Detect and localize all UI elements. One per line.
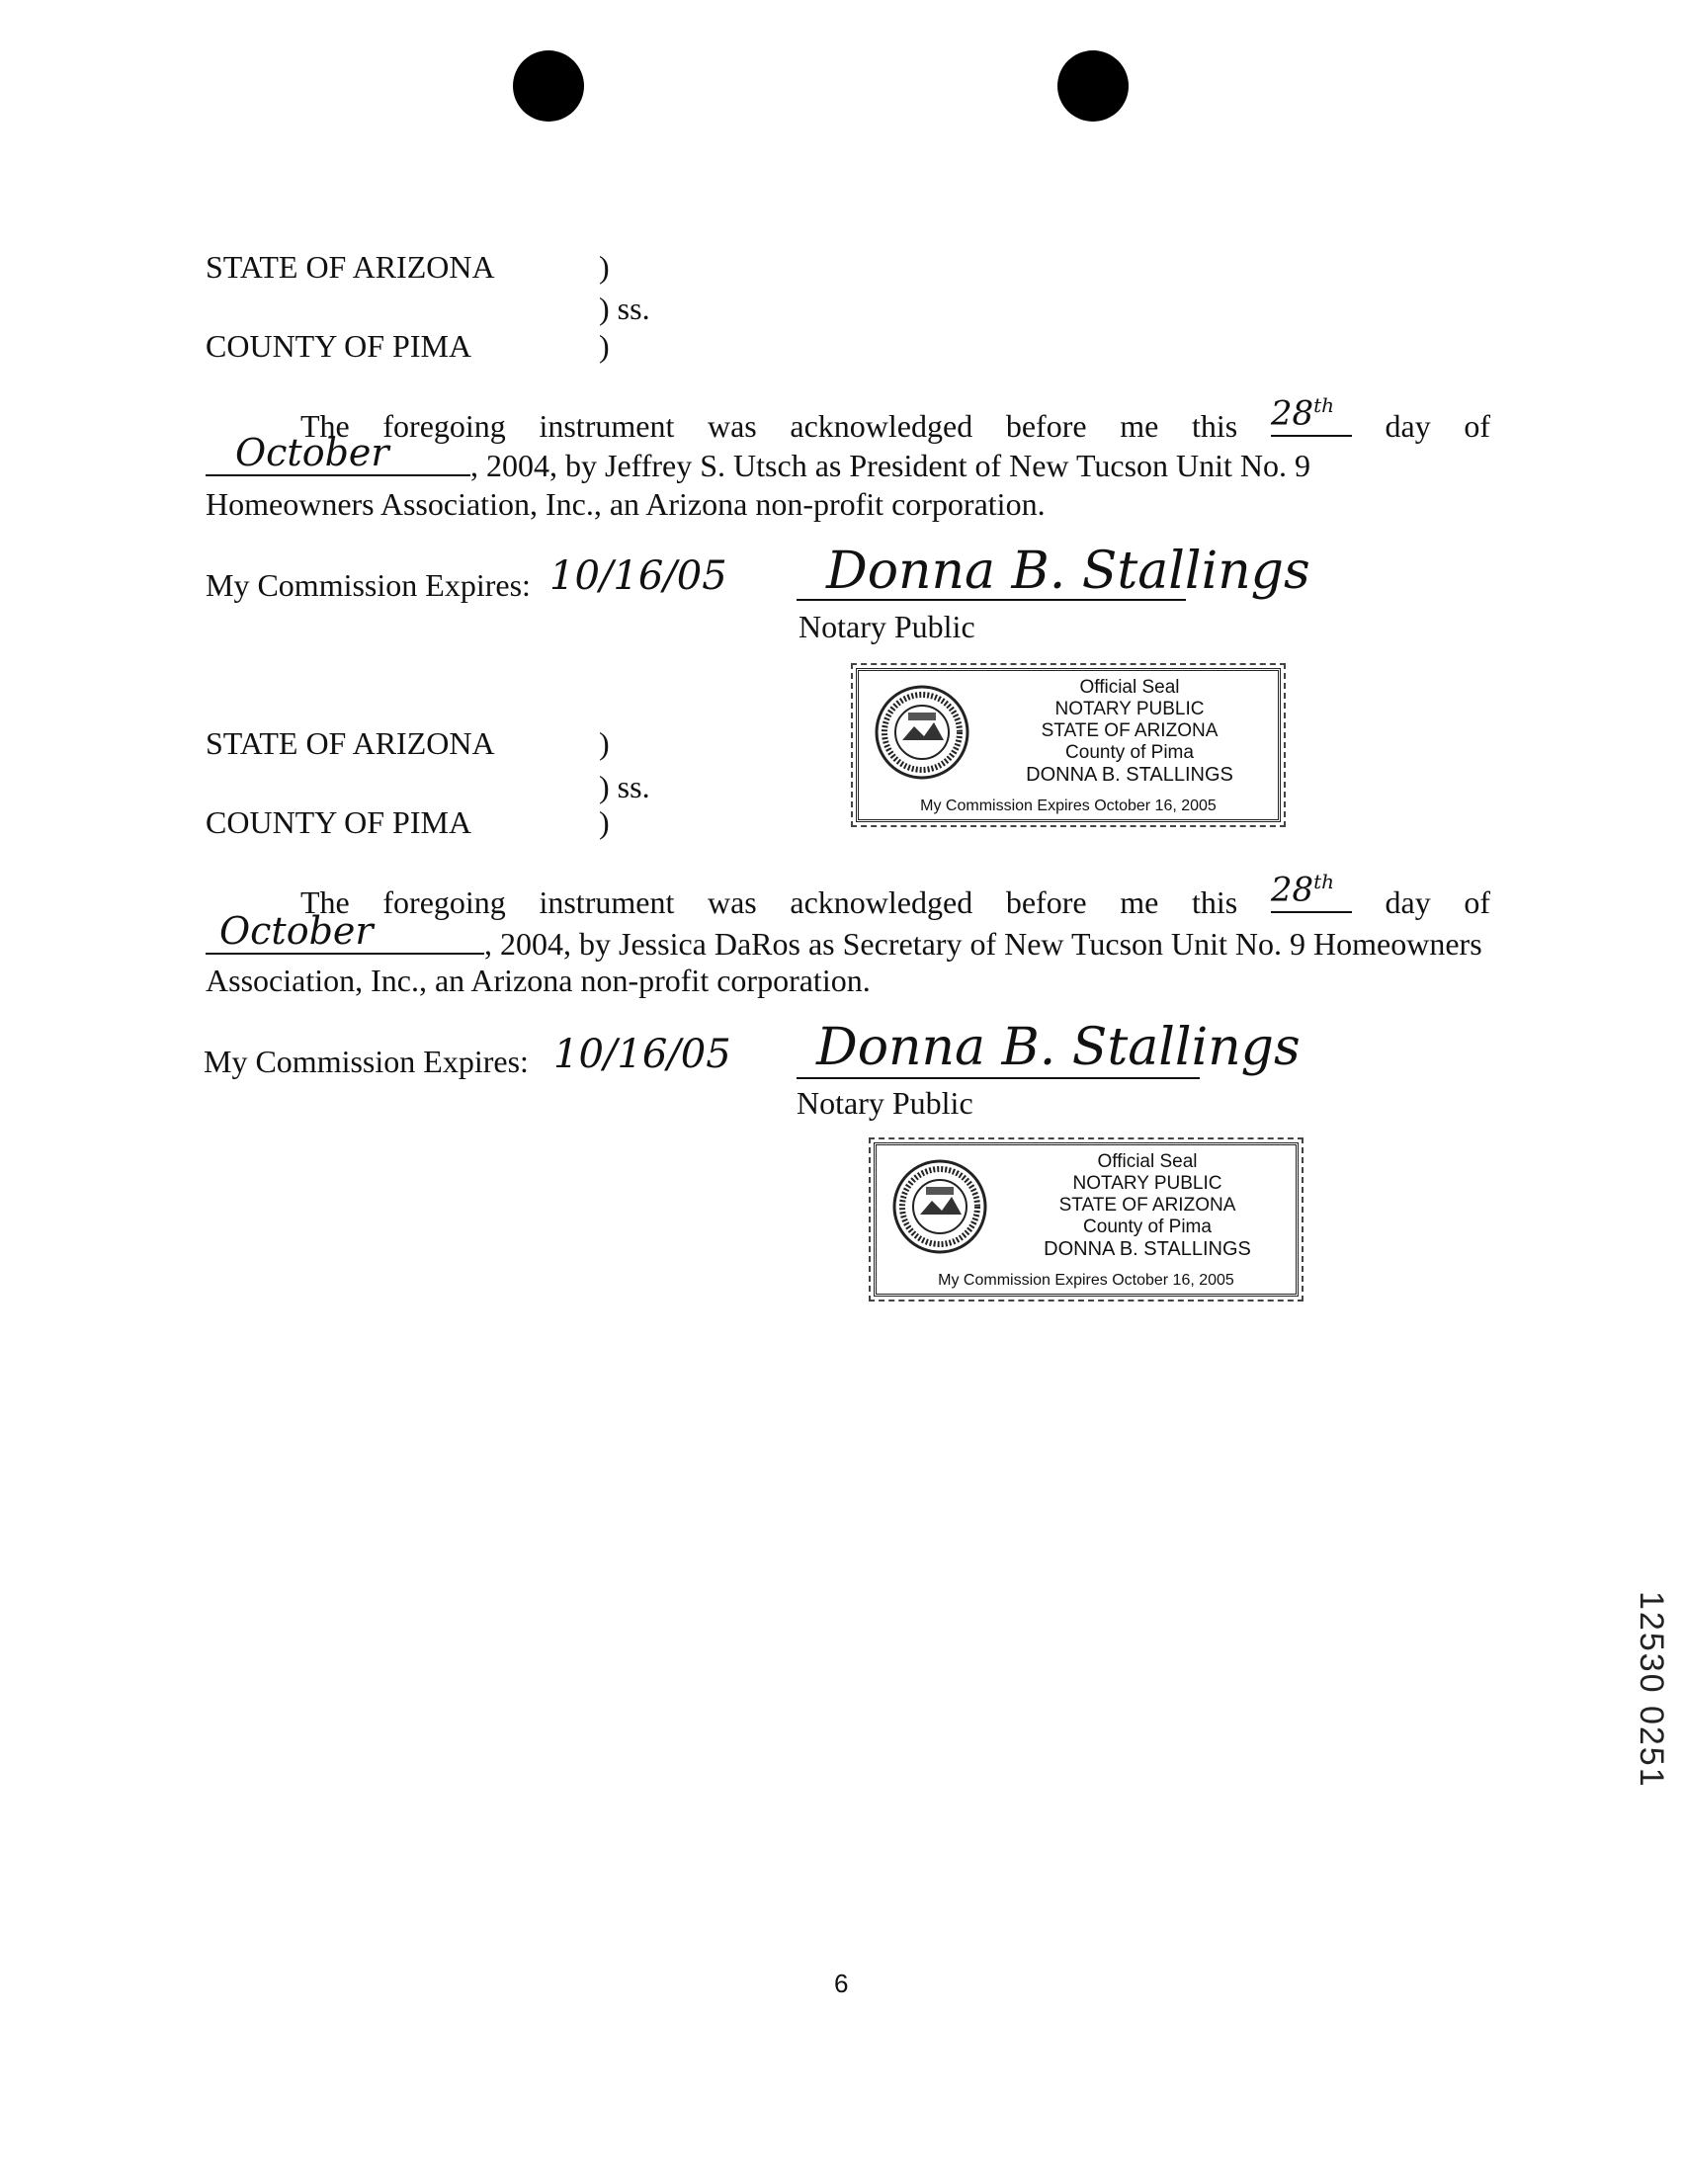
paren: ) — [599, 249, 610, 285]
handwritten-commission-date: 10/16/05 — [549, 553, 727, 599]
ack-line-1 — [300, 392, 1491, 446]
arizona-seal-emblem — [890, 1157, 989, 1256]
page-number: 6 — [834, 1969, 849, 1998]
signature-line — [797, 1077, 1200, 1079]
seal-text: Official Seal NOTARY PUBLIC STATE OF ARIZONA County of Pima DONNA B. STALLINGS — [1044, 1151, 1251, 1260]
seal-commission-expiry: My Commission Expires October 16, 2005 — [920, 798, 1217, 814]
day-of-text: day of — [1385, 884, 1491, 920]
ack-text: , 2004, by Jessica DaRos as Secretary of New Tucson Unit No. 9 Homeowners — [484, 926, 1482, 962]
handwritten-commission-date: 10/16/05 — [553, 1032, 731, 1077]
handwritten-month: October — [219, 909, 374, 953]
paren: ) — [599, 725, 610, 761]
state-label: STATE OF ARIZONA — [206, 725, 495, 761]
paren: ) — [599, 804, 610, 840]
day-blank — [1270, 869, 1352, 913]
notary-signature: Donna B. Stallings — [826, 542, 1310, 601]
arizona-seal-emblem — [873, 683, 971, 782]
ack-line-3: Association, Inc., an Arizona non-profit corporation. — [206, 963, 871, 998]
commission-expires-label: My Commission Expires: — [204, 1044, 529, 1079]
notary-seal-stamp — [856, 668, 1281, 822]
month-blank — [206, 909, 484, 955]
ss-label: ) ss. — [599, 291, 650, 326]
ack-line-2 — [206, 431, 1490, 485]
ack-text: The foregoing instrument was acknowledged before me this — [300, 408, 1238, 444]
ack-line-3: Homeowners Association, Inc., an Arizona non-profit corporation. — [206, 486, 1046, 522]
paren: ) — [599, 328, 610, 364]
notary-public-label: Notary Public — [797, 1085, 973, 1121]
handwritten-day: 28th — [1270, 869, 1335, 909]
handwritten-day: 28th — [1270, 392, 1335, 433]
handwritten-month: October — [235, 431, 389, 474]
state-label: STATE OF ARIZONA — [206, 249, 495, 285]
binder-hole-left — [513, 50, 584, 122]
ack-line-2 — [206, 909, 1490, 964]
county-label: COUNTY OF PIMA — [206, 804, 472, 840]
ack-text: , 2004, by Jeffrey S. Utsch as President of New Tucson Unit No. 9 — [470, 448, 1311, 483]
seal-commission-expiry: My Commission Expires October 16, 2005 — [938, 1272, 1234, 1289]
day-blank — [1270, 392, 1352, 437]
commission-expires-label: My Commission Expires: — [206, 567, 531, 603]
notary-signature: Donna B. Stallings — [816, 1018, 1301, 1077]
county-label: COUNTY OF PIMA — [206, 328, 472, 364]
month-blank — [206, 431, 470, 476]
ack-text: The foregoing instrument was acknowledged before me this — [300, 884, 1238, 920]
notary-seal-stamp — [874, 1142, 1299, 1297]
ss-label: ) ss. — [599, 769, 650, 804]
notary-public-label: Notary Public — [799, 609, 975, 644]
seal-text: Official Seal NOTARY PUBLIC STATE OF ARIZONA County of Pima DONNA B. STALLINGS — [1026, 677, 1233, 786]
binder-hole-right — [1057, 50, 1129, 122]
recording-side-stamp: 12530 0251 — [1633, 1591, 1670, 1789]
day-of-text: day of — [1385, 408, 1491, 444]
